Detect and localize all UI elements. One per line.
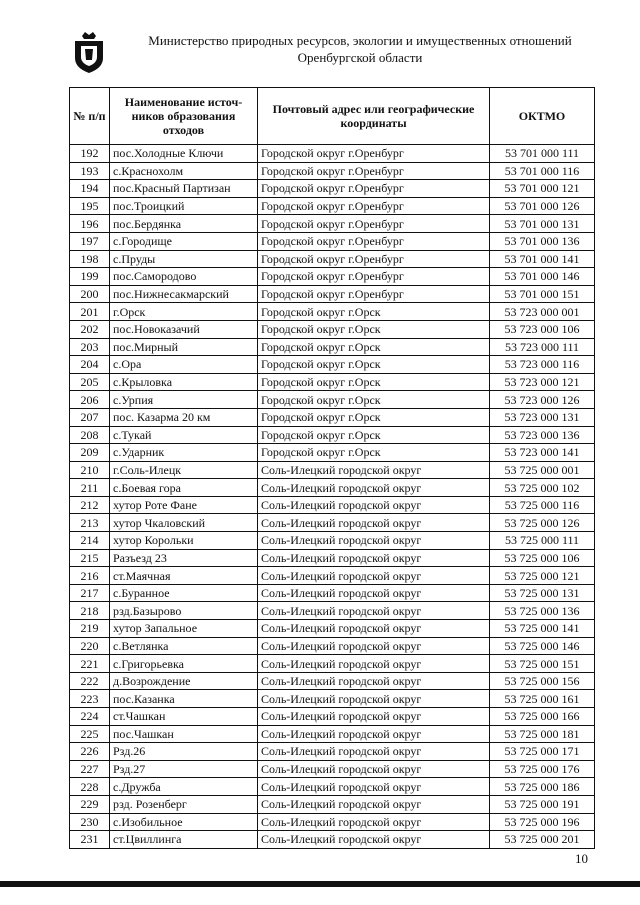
oktmo-cell: 53 725 000 121 [490,567,595,585]
table-row [70,708,595,726]
column-header-oktmo: ОКТМО [490,88,595,145]
oktmo-cell: 53 701 000 131 [490,215,595,233]
row-number-cell: 212 [70,496,110,514]
address-cell: Соль-Илецкий городской округ [258,690,490,708]
address-cell: Городской округ г.Орск [258,444,490,462]
source-name-cell: ст.Цвиллинга [110,831,258,849]
table-row [70,831,595,849]
oktmo-cell: 53 723 000 116 [490,356,595,374]
source-name-cell: пос.Бердянка [110,215,258,233]
oktmo-cell: 53 725 000 111 [490,532,595,550]
row-number-cell: 223 [70,690,110,708]
oktmo-cell: 53 701 000 116 [490,162,595,180]
source-name-cell: хутор Чкаловский [110,514,258,532]
row-number-cell: 208 [70,426,110,444]
table-row [70,655,595,673]
address-cell: Соль-Илецкий городской округ [258,655,490,673]
oktmo-cell: 53 701 000 141 [490,250,595,268]
row-number-cell: 231 [70,831,110,849]
address-cell: Городской округ г.Орск [258,426,490,444]
oktmo-cell: 53 725 000 181 [490,725,595,743]
row-number-cell: 207 [70,408,110,426]
oktmo-cell: 53 725 000 196 [490,813,595,831]
address-cell: Соль-Илецкий городской округ [258,637,490,655]
oktmo-cell: 53 723 000 106 [490,320,595,338]
source-name-cell: пос.Красный Партизан [110,180,258,198]
table-row [70,549,595,567]
row-number-cell: 225 [70,725,110,743]
address-cell: Городской округ г.Орск [258,356,490,374]
table-row [70,356,595,374]
address-cell: Городской округ г.Оренбург [258,250,490,268]
address-cell: Соль-Илецкий городской округ [258,514,490,532]
address-cell: Соль-Илецкий городской округ [258,778,490,796]
source-name-cell: с.Григорьевка [110,655,258,673]
address-cell: Городской округ г.Орск [258,391,490,409]
source-name-cell: с.Крыловка [110,373,258,391]
address-cell: Соль-Илецкий городской округ [258,567,490,585]
source-name-cell: с.Буранное [110,584,258,602]
source-name-cell: хутор Корольки [110,532,258,550]
row-number-cell: 198 [70,250,110,268]
table-row [70,444,595,462]
table-row [70,795,595,813]
address-cell: Соль-Илецкий городской округ [258,620,490,638]
source-name-cell: пос.Холодные Ключи [110,145,258,163]
source-name-cell: ст.Чашкан [110,708,258,726]
source-name-cell: пос.Троицкий [110,197,258,215]
table-row [70,250,595,268]
address-cell: Соль-Илецкий городской округ [258,549,490,567]
table-row [70,285,595,303]
source-name-cell: пос. Казарма 20 км [110,408,258,426]
column-header-address: Почтовый адрес или географические координаты [258,88,490,145]
address-cell: Городской округ г.Оренбург [258,285,490,303]
table-row [70,532,595,550]
coat-of-arms-icon [72,30,106,74]
address-cell: Соль-Илецкий городской округ [258,461,490,479]
address-cell: Городской округ г.Орск [258,303,490,321]
source-name-cell: с.Урпия [110,391,258,409]
source-name-cell: Рзд.27 [110,760,258,778]
table-row [70,514,595,532]
source-name-cell: с.Пруды [110,250,258,268]
ministry-title-line2: Оренбургской области [297,50,423,65]
oktmo-cell: 53 725 000 116 [490,496,595,514]
row-number-cell: 209 [70,444,110,462]
row-number-cell: 217 [70,584,110,602]
row-number-cell: 229 [70,795,110,813]
row-number-cell: 195 [70,197,110,215]
row-number-cell: 228 [70,778,110,796]
row-number-cell: 210 [70,461,110,479]
oktmo-cell: 53 725 000 191 [490,795,595,813]
oktmo-cell: 53 723 000 121 [490,373,595,391]
address-cell: Соль-Илецкий городской округ [258,584,490,602]
source-name-cell: рзд.Базырово [110,602,258,620]
source-name-cell: г.Орск [110,303,258,321]
row-number-cell: 214 [70,532,110,550]
oktmo-cell: 53 701 000 151 [490,285,595,303]
row-number-cell: 213 [70,514,110,532]
table-row [70,303,595,321]
table-row [70,320,595,338]
oktmo-cell: 53 725 000 186 [490,778,595,796]
address-cell: Соль-Илецкий городской округ [258,532,490,550]
source-name-cell: с.Тукай [110,426,258,444]
row-number-cell: 226 [70,743,110,761]
source-name-cell: пос.Самородово [110,268,258,286]
oktmo-cell: 53 725 000 126 [490,514,595,532]
row-number-cell: 205 [70,373,110,391]
oktmo-cell: 53 725 000 166 [490,708,595,726]
table-row [70,602,595,620]
table-row [70,461,595,479]
row-number-cell: 222 [70,672,110,690]
row-number-cell: 206 [70,391,110,409]
address-cell: Городской округ г.Оренбург [258,232,490,250]
source-name-cell: ст.Маячная [110,567,258,585]
source-name-cell: пос.Мирный [110,338,258,356]
table-row [70,373,595,391]
oktmo-cell: 53 723 000 136 [490,426,595,444]
table-row [70,391,595,409]
address-cell: Городской округ г.Оренбург [258,180,490,198]
address-cell: Городской округ г.Оренбург [258,268,490,286]
source-name-cell: пос.Чашкан [110,725,258,743]
bottom-rule [0,881,640,887]
row-number-cell: 204 [70,356,110,374]
table-row [70,268,595,286]
source-name-cell: Рзд.26 [110,743,258,761]
row-number-cell: 218 [70,602,110,620]
ministry-header [120,32,600,66]
table-row [70,408,595,426]
table-row [70,743,595,761]
source-name-cell: д.Возрождение [110,672,258,690]
table-row [70,197,595,215]
address-cell: Городской округ г.Оренбург [258,197,490,215]
table-row [70,778,595,796]
address-cell: Соль-Илецкий городской округ [258,708,490,726]
row-number-cell: 202 [70,320,110,338]
address-cell: Соль-Илецкий городской округ [258,479,490,497]
column-header-number: № п/п [70,88,110,145]
source-name-cell: с.Краснохолм [110,162,258,180]
row-number-cell: 196 [70,215,110,233]
oktmo-cell: 53 723 000 126 [490,391,595,409]
oktmo-cell: 53 725 000 146 [490,637,595,655]
row-number-cell: 224 [70,708,110,726]
source-name-cell: пос.Казанка [110,690,258,708]
table-row [70,180,595,198]
table-body [70,145,595,849]
source-name-cell: с.Боевая гора [110,479,258,497]
row-number-cell: 215 [70,549,110,567]
address-cell: Соль-Илецкий городской округ [258,725,490,743]
address-cell: Соль-Илецкий городской округ [258,795,490,813]
address-cell: Соль-Илецкий городской округ [258,813,490,831]
oktmo-cell: 53 701 000 136 [490,232,595,250]
oktmo-cell: 53 725 000 136 [490,602,595,620]
source-name-cell: с.Ударник [110,444,258,462]
table-row [70,672,595,690]
table-row [70,584,595,602]
page-number: 10 [575,851,588,866]
table-row [70,479,595,497]
column-header-source-name: Наименование источ-ников образования отходов [110,88,258,145]
table-row [70,426,595,444]
address-cell: Соль-Илецкий городской округ [258,496,490,514]
oktmo-cell: 53 725 000 161 [490,690,595,708]
address-cell: Городской округ г.Орск [258,373,490,391]
oktmo-cell: 53 723 000 141 [490,444,595,462]
row-number-cell: 199 [70,268,110,286]
source-name-cell: рзд. Розенберг [110,795,258,813]
source-name-cell: пос.Нижнесакмарский [110,285,258,303]
row-number-cell: 221 [70,655,110,673]
oktmo-cell: 53 725 000 171 [490,743,595,761]
oktmo-cell: 53 725 000 201 [490,831,595,849]
table-row [70,162,595,180]
address-cell: Соль-Илецкий городской округ [258,760,490,778]
table-row [70,760,595,778]
oktmo-cell: 53 723 000 001 [490,303,595,321]
oktmo-cell: 53 725 000 102 [490,479,595,497]
table-row [70,725,595,743]
table-row [70,232,595,250]
oktmo-cell: 53 723 000 111 [490,338,595,356]
row-number-cell: 227 [70,760,110,778]
oktmo-cell: 53 725 000 001 [490,461,595,479]
oktmo-cell: 53 725 000 131 [490,584,595,602]
oktmo-cell: 53 725 000 156 [490,672,595,690]
table-row [70,620,595,638]
row-number-cell: 200 [70,285,110,303]
source-name-cell: хутор Запальное [110,620,258,638]
source-name-cell: с.Городище [110,232,258,250]
address-cell: Городской округ г.Оренбург [258,215,490,233]
table-row [70,813,595,831]
ministry-title-line1: Министерство природных ресурсов, экологии и имущественных отношений [148,33,572,48]
row-number-cell: 193 [70,162,110,180]
row-number-cell: 220 [70,637,110,655]
oktmo-cell: 53 701 000 111 [490,145,595,163]
row-number-cell: 194 [70,180,110,198]
source-name-cell: г.Соль-Илецк [110,461,258,479]
address-cell: Городской округ г.Оренбург [258,162,490,180]
oktmo-cell: 53 701 000 146 [490,268,595,286]
source-name-cell: с.Дружба [110,778,258,796]
address-cell: Соль-Илецкий городской округ [258,743,490,761]
oktmo-cell: 53 725 000 141 [490,620,595,638]
address-cell: Соль-Илецкий городской округ [258,672,490,690]
oktmo-cell: 53 701 000 121 [490,180,595,198]
table-row [70,338,595,356]
row-number-cell: 216 [70,567,110,585]
table-header-row [70,88,595,145]
oktmo-cell: 53 725 000 176 [490,760,595,778]
address-cell: Соль-Илецкий городской округ [258,831,490,849]
source-name-cell: с.Изобильное [110,813,258,831]
row-number-cell: 211 [70,479,110,497]
source-name-cell: хутор Роте Фане [110,496,258,514]
table-row [70,690,595,708]
address-cell: Городской округ г.Орск [258,320,490,338]
source-name-cell: пос.Новоказачий [110,320,258,338]
address-cell: Городской округ г.Орск [258,338,490,356]
table-row [70,567,595,585]
row-number-cell: 201 [70,303,110,321]
address-cell: Соль-Илецкий городской округ [258,602,490,620]
row-number-cell: 230 [70,813,110,831]
oktmo-cell: 53 701 000 126 [490,197,595,215]
table-row [70,637,595,655]
table-row [70,496,595,514]
source-name-cell: с.Ора [110,356,258,374]
sources-table [69,87,595,849]
table-row [70,145,595,163]
row-number-cell: 192 [70,145,110,163]
row-number-cell: 219 [70,620,110,638]
row-number-cell: 197 [70,232,110,250]
address-cell: Городской округ г.Оренбург [258,145,490,163]
oktmo-cell: 53 725 000 106 [490,549,595,567]
source-name-cell: Разъезд 23 [110,549,258,567]
table-row [70,215,595,233]
oktmo-cell: 53 723 000 131 [490,408,595,426]
row-number-cell: 203 [70,338,110,356]
source-name-cell: с.Ветлянка [110,637,258,655]
oktmo-cell: 53 725 000 151 [490,655,595,673]
address-cell: Городской округ г.Орск [258,408,490,426]
